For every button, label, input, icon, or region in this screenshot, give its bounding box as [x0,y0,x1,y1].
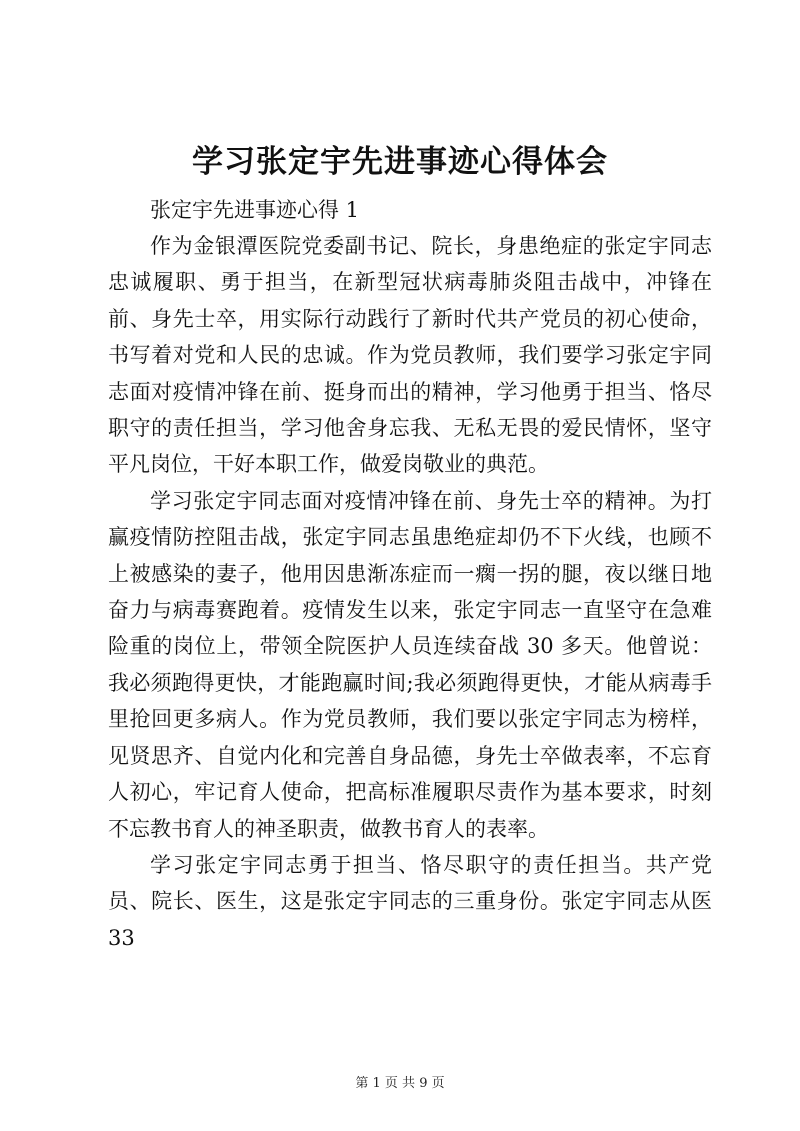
document-body [108,192,712,956]
body-paragraph-3: 学习张定宇同志勇于担当、恪尽职守的责任担当。共产党员、院长、医生，这是张定宇同志的三重身份。张定宇同志从医 33 [108,852,712,950]
body-paragraph-2: 学习张定宇同志面对疫情冲锋在前、身先士卒的精神。为打赢疫情防控阻击战，张定宇同志虽患绝症却仍不下火线，也顾不上被感染的妻子，他用因患渐冻症而一瘸一拐的腿，夜以继日地奋力与病毒赛跑着。疫情发生以来，张定宇同志一直坚守在急难险重的岗位上，带领全院医护人员连续奋战 30 多天。他曾说：我必须跑得更快，才能跑赢时间;我必须跑得更快，才能从病毒手里抢回更多病人。作为党员教师，我们要以张定宇同志为榜样，见贤思齐、自觉内化和完善自身品德，身先士卒做表率，不忘育人初心，牢记育人使命，把高标准履职尽责作为基本要求，时刻不忘教书育人的神圣职责，做教书育人的表率。 [108,488,712,841]
document-title: 学习张定宇先进事迹心得体会 [192,144,608,180]
body-paragraph-1: 作为金银潭医院党委副书记、院长，身患绝症的张定宇同志忠诚履职、勇于担当，在新型冠状病毒肺炎阻击战中，冲锋在前、身先士卒，用实际行动践行了新时代共产党员的初心使命，书写着对党和人民的忠诚。作为党员教师，我们要学习张定宇同志面对疫情冲锋在前、挺身而出的精神，学习他勇于担当、恪尽职守的责任担当，学习他舍身忘我、无私无畏的爱民情怀，坚守平凡岗位，干好本职工作，做爱岗敬业的典范。 [108,234,712,477]
section-subtitle: 张定宇先进事迹心得 1 [150,198,360,222]
page-footer: 第 1 页 共 9 页 [355,1076,445,1091]
